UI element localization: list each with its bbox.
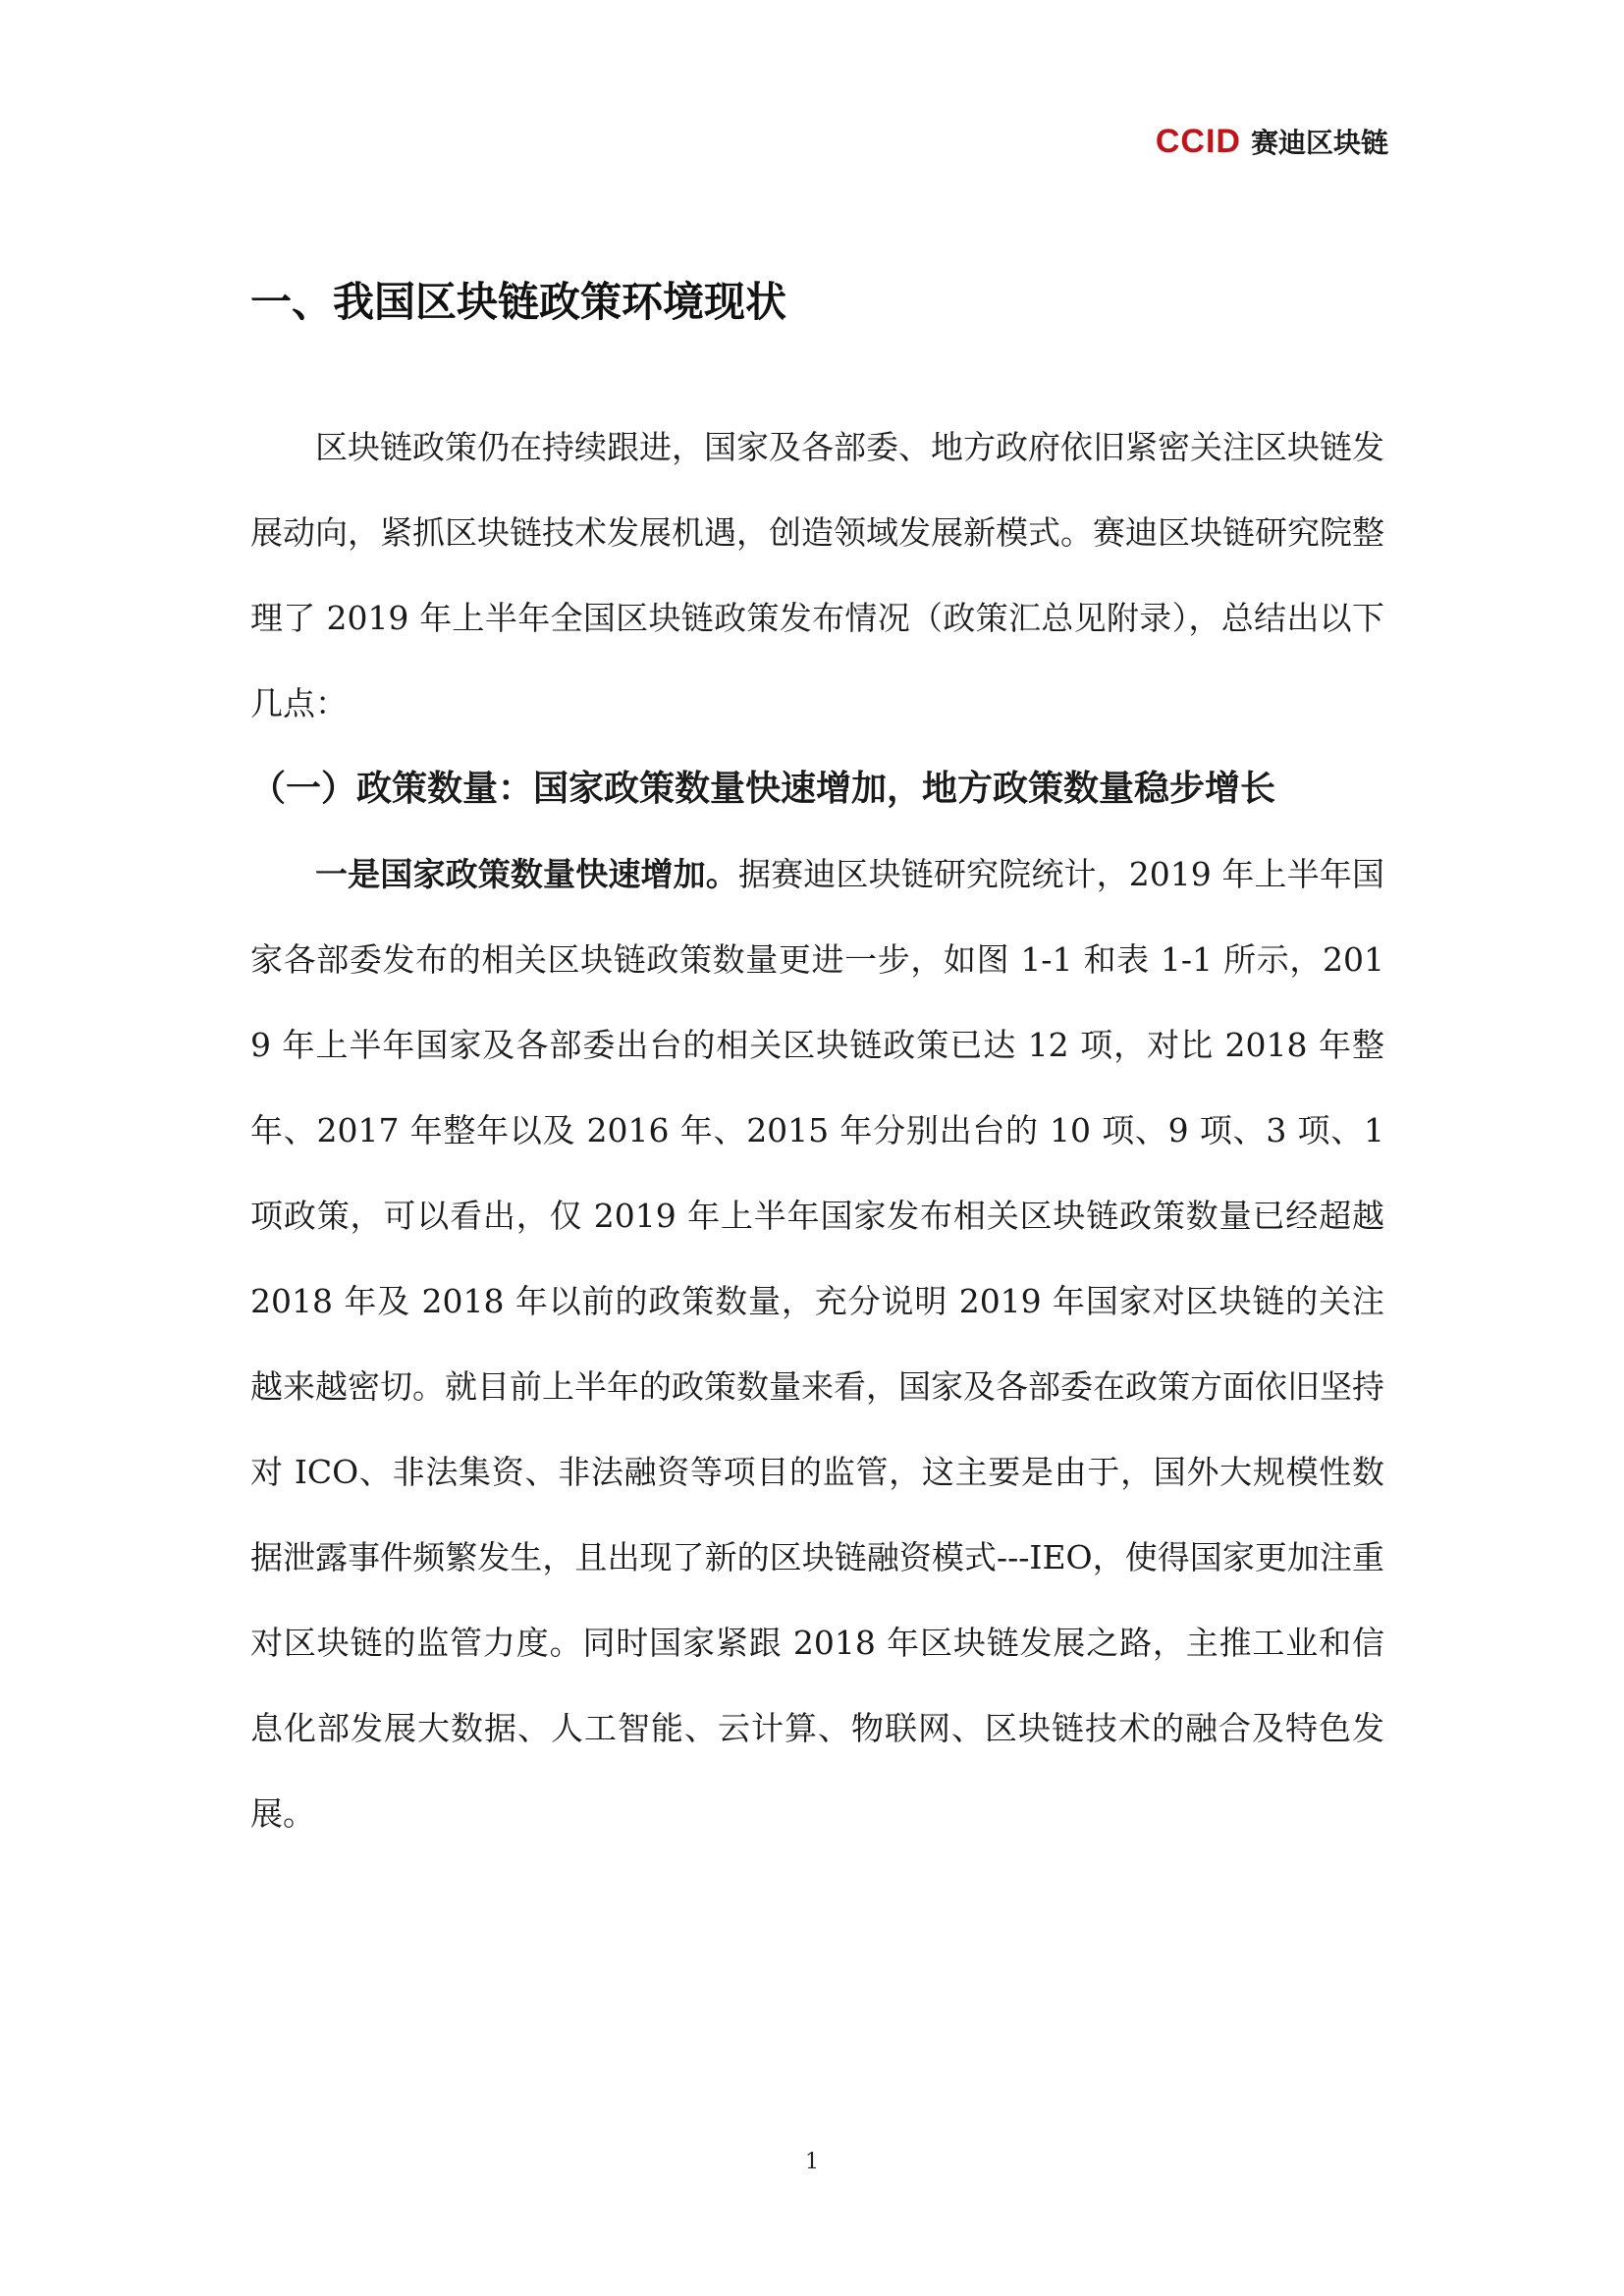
point-one-paragraph [250,831,1384,1856]
ccid-logo: CCID [1155,123,1241,160]
page-header [1156,122,1388,161]
section-title: 一、我国区块链政策环境现状 [250,278,787,326]
intro-paragraph: 区块链政策仍在持续跟进，国家及各部委、地方政府依旧紧密关注区块链发展动向，紧抓区块链技术发展机遇，创造领域发展新模式。赛迪区块链研究院整理了 2019 年上半年全国区块链政策发布情况（政策汇总见附录），总结出以下几点： [250,428,1384,722]
point-one-body: 据赛迪区块链研究院统计，2019 年上半年国家各部委发布的相关区块链政策数量更进一步，如图 1-1 和表 1-1 所示，2019 年上半年国家及各部委出台的相关区块链政策已达 12 项，对比 2018 年整年、2017 年整年以及 2016 年、2015 年分别出台的 10 项、9 项、3 项、1 项政策，可以看出，仅 2019 年上半年国家发布相关区块链政策数量已经超越 2018 年及 2018 年以前的政策数量，充分说明 2019 年国家对区块链的关注越来越密切。就目前上半年的政策数量来看，国家及各部委在政策方面依旧坚持对 ICO、非法集资、非法融资等项目的监管，这主要是由于，国外大规模性数据泄露事件频繁发生，且出现了新的区块链融资模式---IEO，使得国家更加注重对区块链的监管力度。同时国家紧跟 2018 年区块链发展之路，主推工业和信息化部发展大数据、人工智能、云计算、物联网、区块链技术的融合及特色发展。 [250,855,1384,1833]
page-number: 1 [805,2150,819,2174]
document-body [250,263,1384,1856]
point-one-lead: 一是国家政策数量快速增加。 [315,855,738,893]
header-org-name: 赛迪区块链 [1250,127,1388,159]
subsection-title: （一）政策数量：国家政策数量快速增加，地方政策数量稳步增长 [250,769,1276,809]
